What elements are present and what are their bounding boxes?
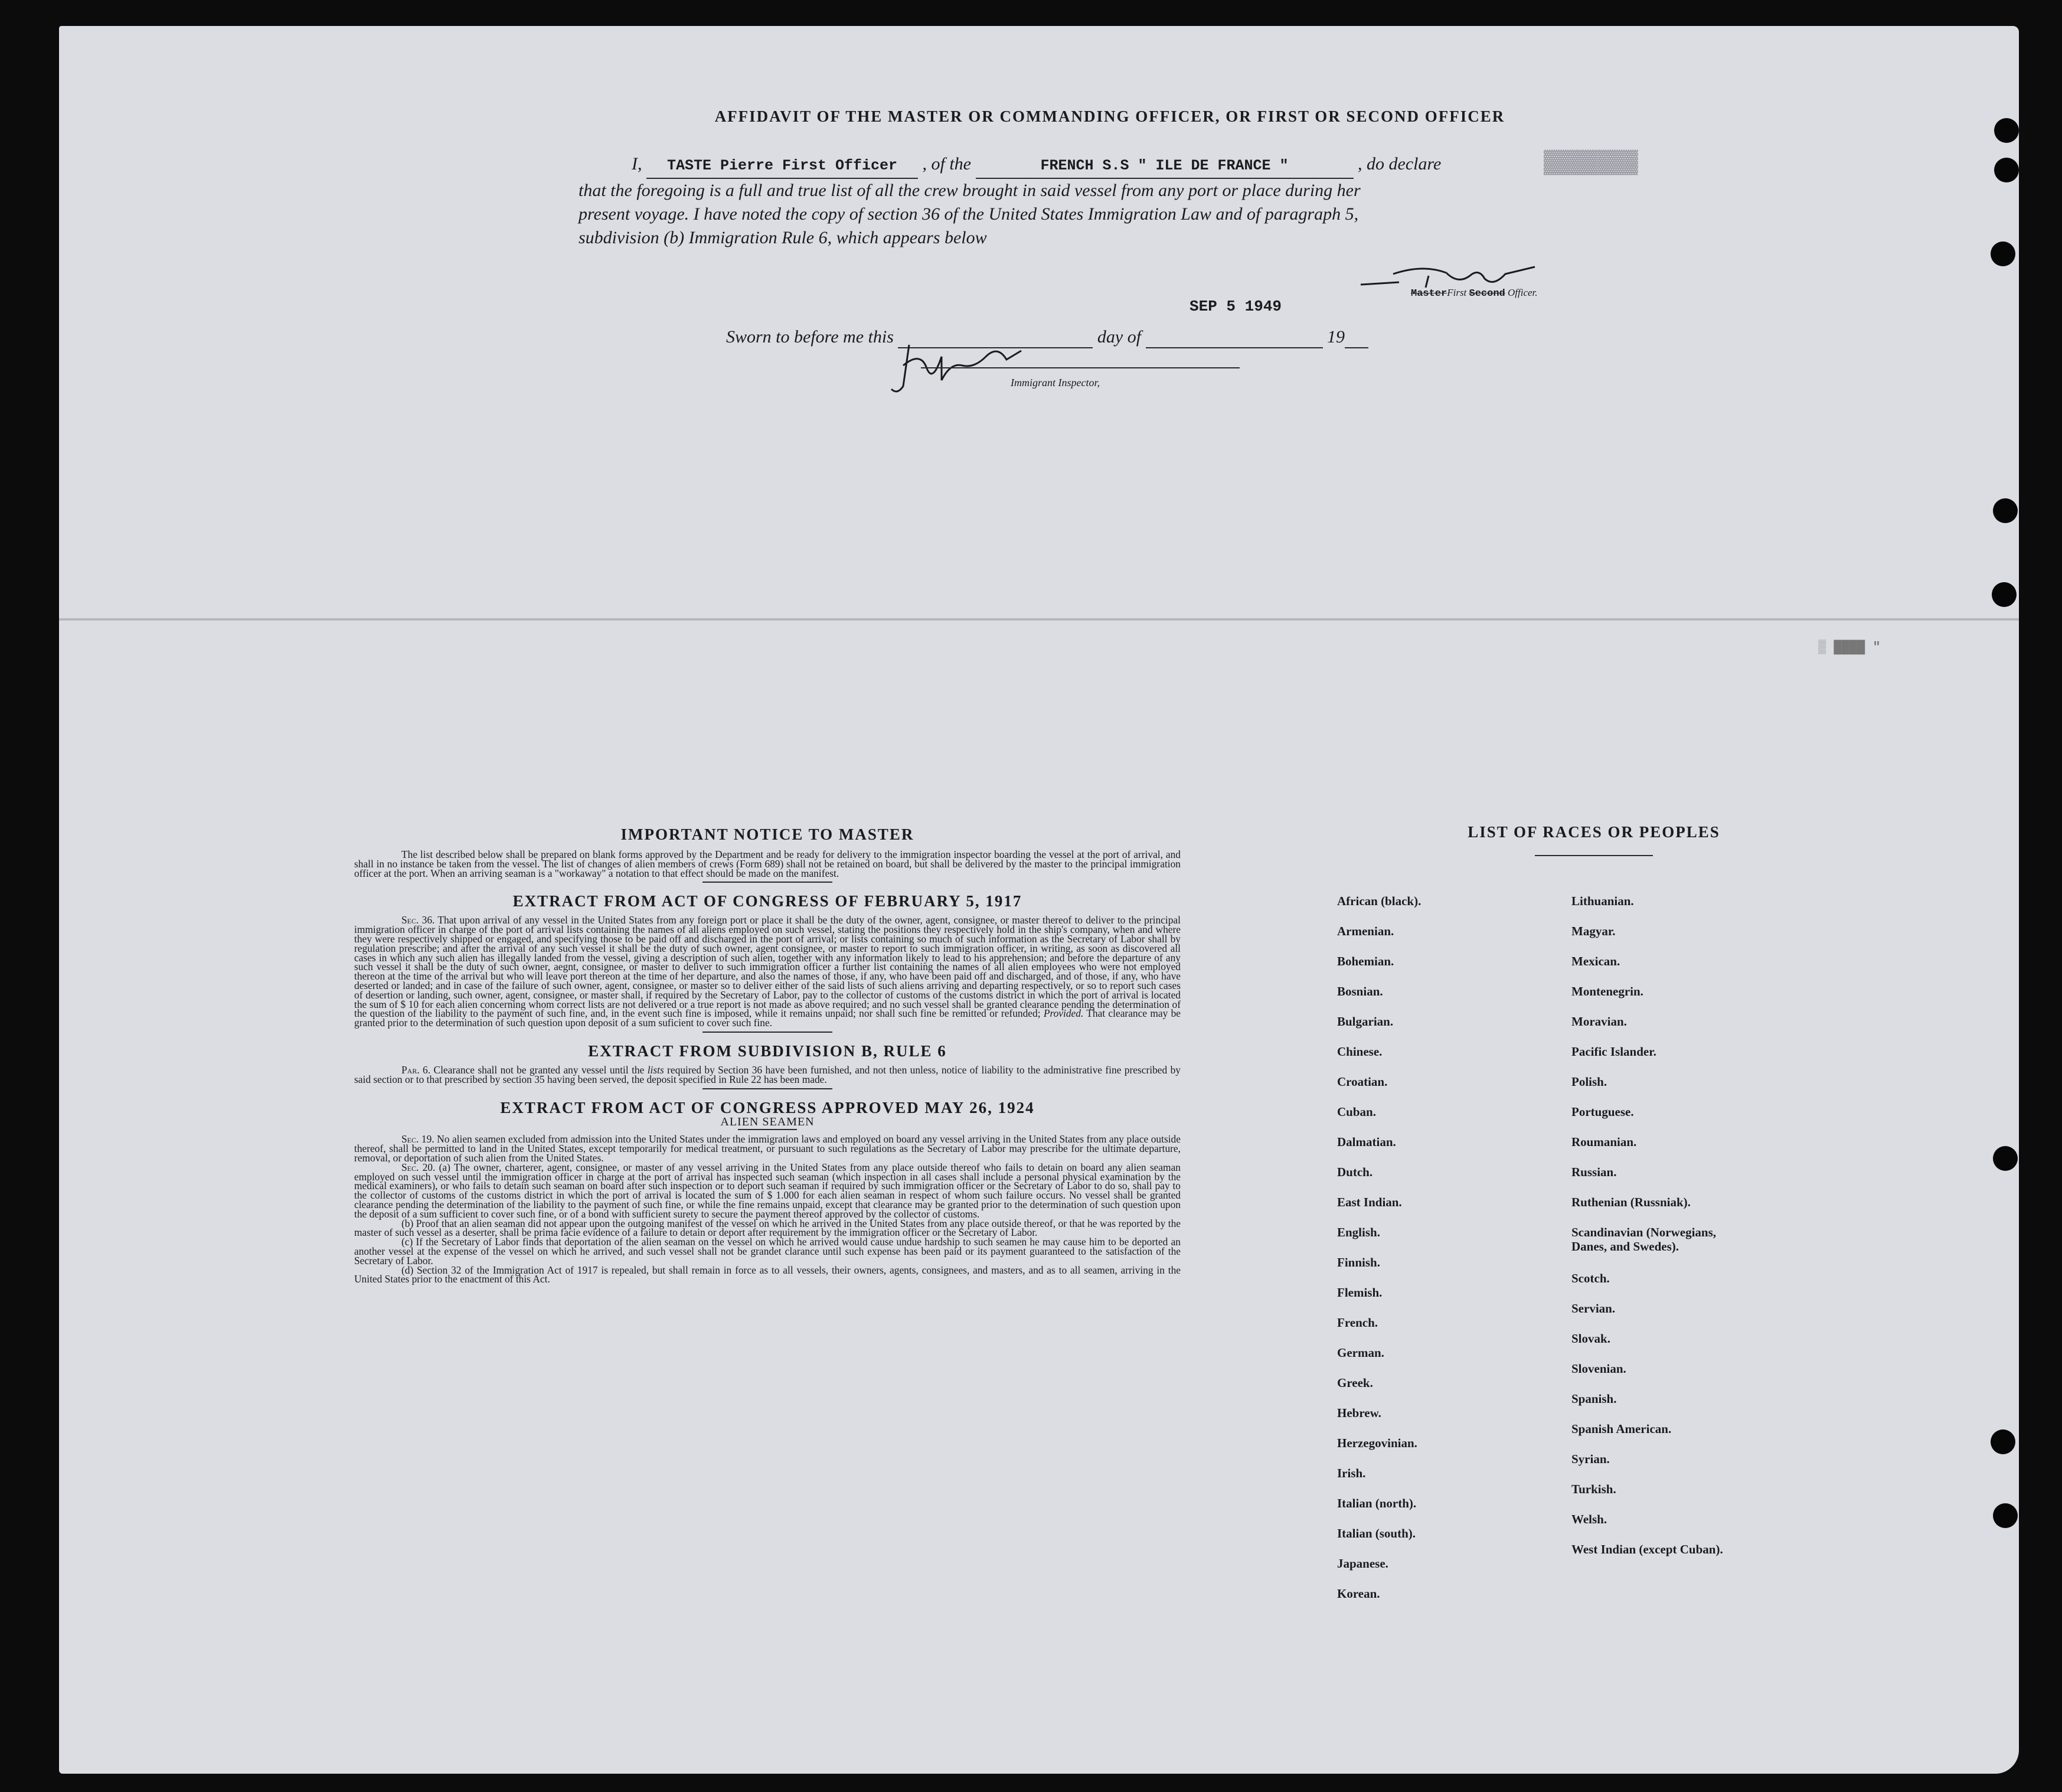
provided-word: Provided. — [1043, 1007, 1084, 1020]
punch-hole — [1991, 1429, 2015, 1454]
races-title: LIST OF RACES OR PEOPLES — [1468, 823, 1720, 841]
race-item: Finnish. — [1337, 1255, 1380, 1269]
inspector-signature-line — [921, 367, 1240, 368]
race-item: Spanish. — [1571, 1392, 1617, 1406]
divider — [702, 882, 832, 883]
race-item: Scotch. — [1571, 1271, 1610, 1285]
race-item: Spanish American. — [1571, 1422, 1672, 1436]
race-item: English. — [1337, 1225, 1380, 1239]
race-item: Bosnian. — [1337, 984, 1383, 998]
extract-rule6-text — [354, 1063, 1181, 1085]
extract-rule6-title: EXTRACT FROM SUBDIVISION B, RULE 6 — [588, 1042, 947, 1060]
race-item: Montenegrin. — [1571, 984, 1643, 998]
race-item: Moravian. — [1571, 1014, 1627, 1029]
year-label: 19 — [1327, 327, 1345, 347]
divider — [702, 1032, 832, 1033]
affidavit-line-1: that the foregoing is a full and true list of all the crew brought in said vessel from any port or place during her — [579, 181, 1361, 200]
sec36-body: That upon arrival of any vessel in the United States from any foreign port or place it shall be the duty of the owner, agent, consignee, or master thereof to deliver to the principal immigration officer in charge of the port of arrival lists containing the names of all aliens employed on such vessel, stating the positions they respectively hold in the ship's company, when and where they were respectively shipped or engaged, and specifying those to be paid off and discharged in the port of arrival; or lists containing so much of such information as the Secretary of Labor shall by regulation prescribe; and after the arrival of any such vessel it shall be the duty of such owner, agent consignee, or master to report to such immigration officer, in writing, as soon as discovered all cases in which any such alien has illegally landed from the vessel, giving a description of such alien, together with any information likely to lead to his apprehension; and before the departure of any such vessel it shall be the duty of such owner, aegnt, consignee, or master to deliver to such immigration officer a further list containing the names of all alien employees who were not employed thereon at the time of the arrival but who will leave port thereon at the time of her departure, and also the names of those, if any, who have been paid off and discharged, and of those, if any, who have deserted or landed; and in case of the failure of such owner, agent, consignee, or master so to deliver either of the said lists of such aliens arriving and departing respectively, or so to report such cases of desertion or landing, such owner, agent, consignee, or master shall, if required by the Secretary of Labor, pay to the collector of customs of the customs district in which the port of arrival is located the sum of $ 10 for each alien concerning whom correct lists are not delivered or a true report is not made as above required; and no such vessel shall be granted clearance pending the determination of the question of the liability to the payment of such fine, and, in the event such fine is imposed, while it remains unpaid; nor shall such fine be remitted or refunded; — [354, 914, 1181, 1020]
date-stamp: SEP 5 1949 — [1190, 298, 1282, 315]
race-item: Magyar. — [1571, 924, 1616, 938]
race-item: Servian. — [1571, 1301, 1616, 1316]
race-item: German. — [1337, 1346, 1384, 1360]
day-of-label: day of — [1097, 327, 1142, 347]
race-item: Flemish. — [1337, 1285, 1383, 1300]
punch-hole — [1993, 1503, 2018, 1528]
sec20d-text: (d) Section 32 of the Immigration Act of 1917 is repealed, but shall remain in force as to all vessels, their owners, agents, consignees, and masters, and as to all seamen, arriving in the United States prior to the enactment of this Act. — [354, 1264, 1181, 1285]
race-item: Welsh. — [1571, 1512, 1607, 1526]
punch-hole — [1992, 582, 2017, 607]
race-item: Dalmatian. — [1337, 1135, 1396, 1149]
race-item: Slovak. — [1571, 1331, 1610, 1346]
race-item: Cuban. — [1337, 1105, 1376, 1119]
officer-suffix: Officer. — [1508, 287, 1538, 298]
of-the-label: , of the — [922, 154, 971, 174]
sec20c-text: (c) If the Secretary of Labor finds that deportation of the alien seaman on the vessel on which he arrived would cause undue hardship to such seamen he may cause him to be deported an another vessel at the expense of the vessel on which he arrived, and such vessel shall not be grandet clarance until such expense has been paid or its payment guaranteed to the satisfaction of the Secretary of Labor. — [354, 1236, 1181, 1267]
notice-text: The list described below shall be prepared on blank forms approved by the Department and be ready for delivery to the immigration inspector boarding the vessel at the port of arrival, and shall in no instance be taken from the vessel. The list of changes of alien members of crews (Form 689) shall not be retained on board, but shall be delivered by the master to the principal immigration officer at the port. When an arriving seaman is a "workaway" a notation to that effect should be made on the manifest. — [354, 848, 1181, 879]
race-item: Croatian. — [1337, 1075, 1388, 1089]
race-item: French. — [1337, 1316, 1378, 1330]
notice-column — [354, 824, 1181, 1284]
race-item: African (black). — [1337, 894, 1421, 908]
sec19-text — [354, 1135, 1181, 1163]
race-item: Portuguese. — [1571, 1105, 1634, 1119]
punch-hole — [1994, 118, 2019, 143]
page-fold-line — [59, 618, 2019, 621]
notice-title: IMPORTANT NOTICE TO MASTER — [620, 825, 914, 843]
sec20a-body: (a) The owner, charterer, agent, consignee, or master of any vessel arriving in the United States from any place outside thereof who fails to detain on board any alien seaman employed on such vessel until the immigration officer in charge at the port of arrival has inspected such seaman (which inspection in all cases shall include a personal physical examination by the medical examiners), or who fails to detain such seaman on board after such inspection or to deport such seaman if required by such immigration officer or the Secretary of Labor to do so, shall pay to the collector of customs of the customs district in which the port of arrival is located the sum of $ 1.000 for each alien seaman in respect of whom such failure occurs. No vessel shall be granted clearance pending the determination of the liability to the payment of such fine, or while the fine remains unpaid, except that clearance may be granted prior to the determination of such question upon the deposit of a sum sufficient to cover such fine, or of a bond with sufficient surety to secure the payment thereof approved by the collector of customs. — [354, 1161, 1181, 1220]
race-item: Pacific Islander. — [1571, 1044, 1656, 1059]
officer-title-struck-second: Second — [1469, 288, 1505, 299]
affidavit-title: AFFIDAVIT OF THE MASTER OR COMMANDING OFFICER, OR FIRST OR SECOND OFFICER — [714, 107, 1505, 125]
divider — [702, 1088, 832, 1089]
punch-hole — [1993, 1146, 2018, 1171]
sec36-end: That clearance may be granted prior to the determination of such question upon deposit of a sum suficient to cover such fine. — [354, 1007, 1181, 1029]
race-item: Turkish. — [1571, 1482, 1616, 1496]
sec20b-text: (b) Proof that an alien seaman did not appear upon the outgoing manifest of the vessel on which he arrived in the United States from any place outside thereof, or that he was reported by the master of such vessel as a deserter, shall be prima facie evidence of a failure to detain or deport after requirement by the immigration officer or the Secretary of Labor. — [354, 1217, 1181, 1239]
affidavit-line-2: present voyage. I have noted the copy of section 36 of the United States Immigration Law and of paragraph 5, — [579, 204, 1359, 224]
race-item: Italian (north). — [1337, 1496, 1417, 1510]
race-item: Dutch. — [1337, 1165, 1373, 1179]
divider — [738, 1129, 797, 1130]
sec20-label: Sec. 20. — [401, 1161, 436, 1173]
race-item: Scandinavian (Norwegians, Danes, and Swedes). — [1571, 1225, 1717, 1254]
race-item: Italian (south). — [1337, 1526, 1416, 1540]
race-item: Ruthenian (Russniak). — [1571, 1195, 1691, 1209]
affidavit-i: I, — [632, 154, 642, 174]
race-item: Polish. — [1571, 1075, 1607, 1089]
punch-hole — [1991, 241, 2015, 266]
officer-name: TASTE Pierre First Officer — [646, 154, 918, 179]
officer-title-line — [1411, 287, 1538, 299]
race-item: Bulgarian. — [1337, 1014, 1394, 1029]
extract-1924-title: EXTRACT FROM ACT OF CONGRESS APPROVED MAY 26, 1924 — [500, 1098, 1035, 1117]
extract-1917-text — [354, 916, 1181, 1028]
document-page — [59, 26, 2019, 1774]
race-item: West Indian (except Cuban). — [1571, 1542, 1723, 1556]
do-declare-label: , do declare — [1358, 154, 1442, 174]
race-item: Lithuanian. — [1571, 894, 1634, 908]
races-left-column — [1337, 894, 1532, 1617]
officer-title-struck-master: Master — [1411, 288, 1447, 299]
race-item: East Indian. — [1337, 1195, 1402, 1209]
race-item: Syrian. — [1571, 1452, 1610, 1466]
race-item: Slovenian. — [1571, 1362, 1626, 1376]
sec36-label: Sec. 36. — [401, 914, 435, 926]
extract-1917-title: EXTRACT FROM ACT OF CONGRESS OF FEBRUARY 5, 1917 — [512, 892, 1022, 910]
sec19-label: Sec. 19. — [401, 1133, 434, 1145]
bleed-through-marks: ▒ ████ " — [1818, 640, 1881, 655]
race-item: Russian. — [1571, 1165, 1617, 1179]
race-item: Herzegovinian. — [1337, 1436, 1417, 1450]
par6-label: Par. 6. — [401, 1063, 431, 1076]
affidavit-line-3: subdivision (b) Immigration Rule 6, which appears below — [579, 228, 987, 247]
alien-seamen-subtitle: ALIEN SEAMEN — [720, 1115, 815, 1128]
par6-text-a: Clearance shall not be granted any vessel until the — [433, 1063, 645, 1076]
sec20a-text — [354, 1163, 1181, 1219]
affidavit-body — [579, 152, 1629, 250]
race-item: Japanese. — [1337, 1556, 1388, 1571]
inspector-label: Immigrant Inspector, — [1011, 377, 1100, 389]
sworn-text: Sworn to before me this — [726, 327, 894, 347]
race-item: Roumanian. — [1571, 1135, 1637, 1149]
race-item: Armenian. — [1337, 924, 1394, 938]
officer-title-first: First — [1447, 287, 1467, 298]
bleed-through-marks: ▓▓▓▓▓▓▓ — [1544, 150, 1638, 175]
sec19-body: No alien seamen excluded from admission into the United States under the immigration laws and employed on board any vessel arriving in the United States from any place outside thereof, shall be permitted to land in the United States, except temporarily for medical treatment, or pursuant to such regulations as the Secretary of Labor may prescribe for the ultimate departure, removal, or deportation of such alien from the United States. — [354, 1133, 1181, 1164]
par6-lists: lists — [647, 1063, 664, 1076]
punch-hole — [1994, 158, 2019, 182]
par6-text-b: required by Section 36 have been furnished, and not then unless, notice of liability to the administrative fine prescribed by said section or to that prescribed by section 35 having been served, the deposit specified in Rule 22 has been made. — [354, 1063, 1181, 1085]
race-item: Mexican. — [1571, 954, 1620, 968]
race-item: Hebrew. — [1337, 1406, 1381, 1420]
punch-hole — [1993, 498, 2018, 523]
race-item: Bohemian. — [1337, 954, 1394, 968]
races-right-column — [1571, 894, 1766, 1572]
race-item: Korean. — [1337, 1587, 1380, 1601]
vessel-name: FRENCH S.S " ILE DE FRANCE " — [976, 154, 1354, 179]
divider — [1535, 855, 1653, 856]
race-item: Greek. — [1337, 1376, 1373, 1390]
race-item: Chinese. — [1337, 1044, 1383, 1059]
race-item: Irish. — [1337, 1466, 1366, 1480]
